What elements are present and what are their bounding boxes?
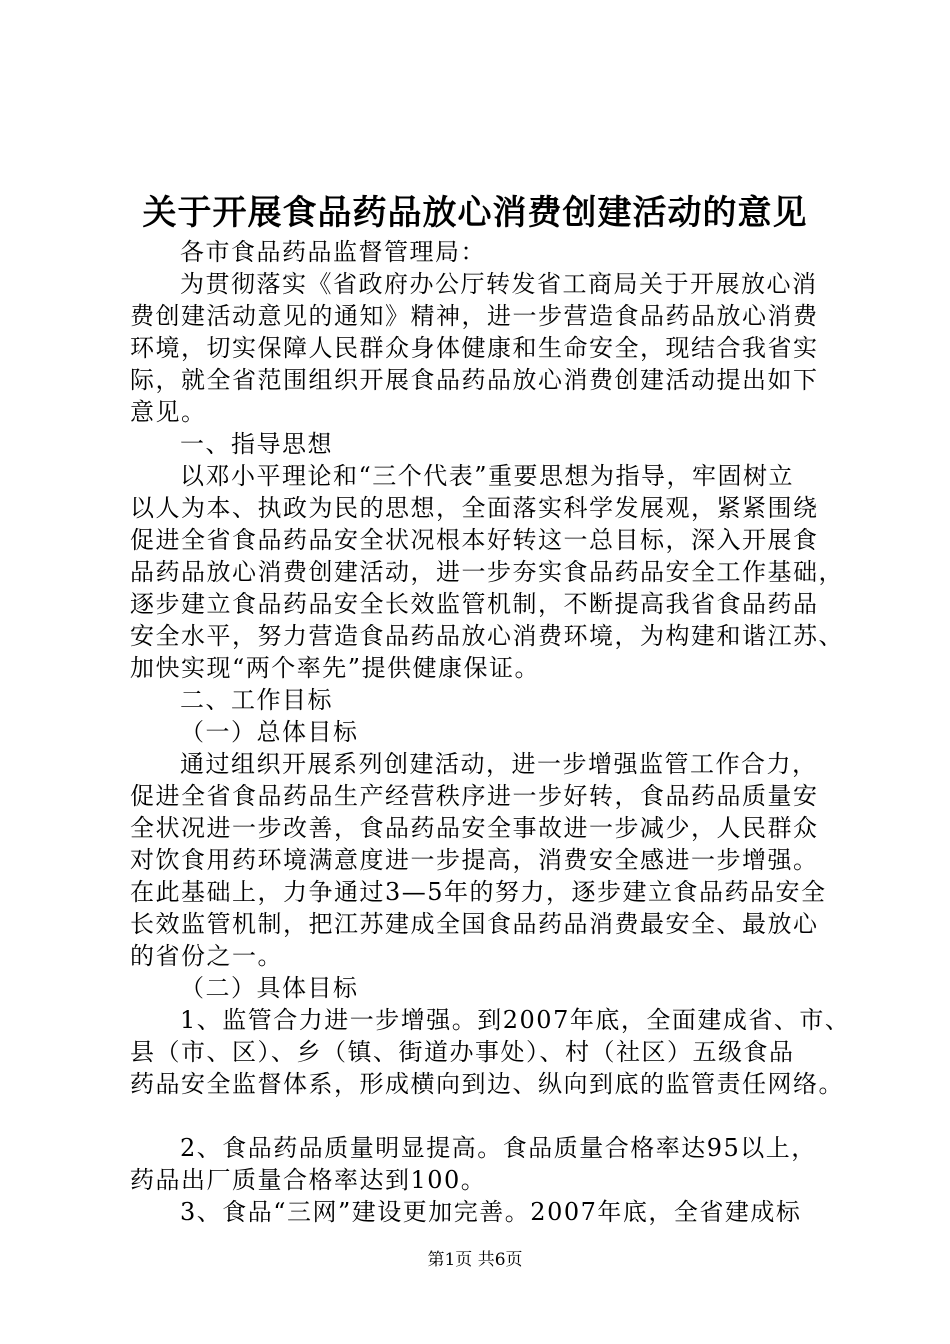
paragraph-line: 3、食品“三网”建设更加完善。2007年底，全省建成标 — [180, 1198, 802, 1226]
paragraph-line: 际，就全省范围组织开展食品药品放心消费创建活动提出如下 — [130, 366, 819, 394]
paragraph-line: 的省份之一。 — [130, 942, 283, 970]
subsection-heading: （二）具体目标 — [180, 974, 359, 1002]
paragraph-line: 以人为本、执政为民的思想，全面落实科学发展观，紧紧围绕 — [130, 494, 819, 522]
subsection-heading: （一）总体目标 — [180, 718, 359, 746]
salutation: 各市食品药品监督管理局： — [180, 238, 486, 266]
paragraph-line: 环境，切实保障人民群众身体健康和生命安全，现结合我省实 — [130, 334, 819, 362]
paragraph-line: 药品安全监督体系，形成横向到边、纵向到底的监管责任网络。 — [130, 1070, 844, 1098]
blank-line — [130, 1100, 840, 1132]
paragraph-line: 意见。 — [130, 398, 207, 426]
paragraph-line: 全状况进一步改善，食品药品安全事故进一步减少，人民群众 — [130, 814, 819, 842]
page-footer: 第1页 共6页 — [427, 1250, 523, 1270]
paragraph-line: 促进全省食品药品生产经营秩序进一步好转，食品药品质量安 — [130, 782, 819, 810]
paragraph-line: 2、食品药品质量明显提高。食品质量合格率达95以上， — [180, 1134, 817, 1162]
document-body — [130, 236, 851, 1228]
paragraph-line: 1、监管合力进一步增强。到2007年底，全面建成省、市、 — [180, 1006, 851, 1034]
paragraph-line: 促进全省食品药品安全状况根本好转这一总目标，深入开展食 — [130, 526, 819, 554]
paragraph-line: 药品出厂质量合格率达到100。 — [130, 1166, 487, 1194]
section-heading: 一、指导思想 — [180, 430, 333, 458]
paragraph-line: 为贯彻落实《省政府办公厅转发省工商局关于开展放心消 — [180, 270, 818, 298]
paragraph-line: 对饮食用药环境满意度进一步提高，消费安全感进一步增强。 — [130, 846, 819, 874]
paragraph-line: 长效监管机制，把江苏建成全国食品药品消费最安全、最放心 — [130, 910, 819, 938]
paragraph-line: 在此基础上，力争通过3—5年的努力，逐步建立食品药品安全 — [130, 878, 827, 906]
paragraph-line: 加快实现“两个率先”提供健康保证。 — [130, 654, 541, 682]
document-title: 关于开展食品药品放心消费创建活动的意见 — [142, 193, 808, 233]
paragraph-line: 通过组织开展系列创建活动，进一步增强监管工作合力， — [180, 750, 818, 778]
paragraph-line: 以邓小平理论和“三个代表”重要思想为指导，牢固树立 — [180, 462, 795, 490]
paragraph-line: 费创建活动意见的通知》精神，进一步营造食品药品放心消费 — [130, 302, 819, 330]
paragraph-line: 逐步建立食品药品安全长效监管机制，不断提高我省食品药品 — [130, 590, 819, 618]
paragraph-line: 安全水平，努力营造食品药品放心消费环境，为构建和谐江苏、 — [130, 622, 844, 650]
paragraph-line: 县（市、区）、乡（镇、街道办事处）、村（社区）五级食品 — [130, 1038, 795, 1066]
paragraph-line: 品药品放心消费创建活动，进一步夯实食品药品安全工作基础， — [130, 558, 844, 586]
section-heading: 二、工作目标 — [180, 686, 333, 714]
